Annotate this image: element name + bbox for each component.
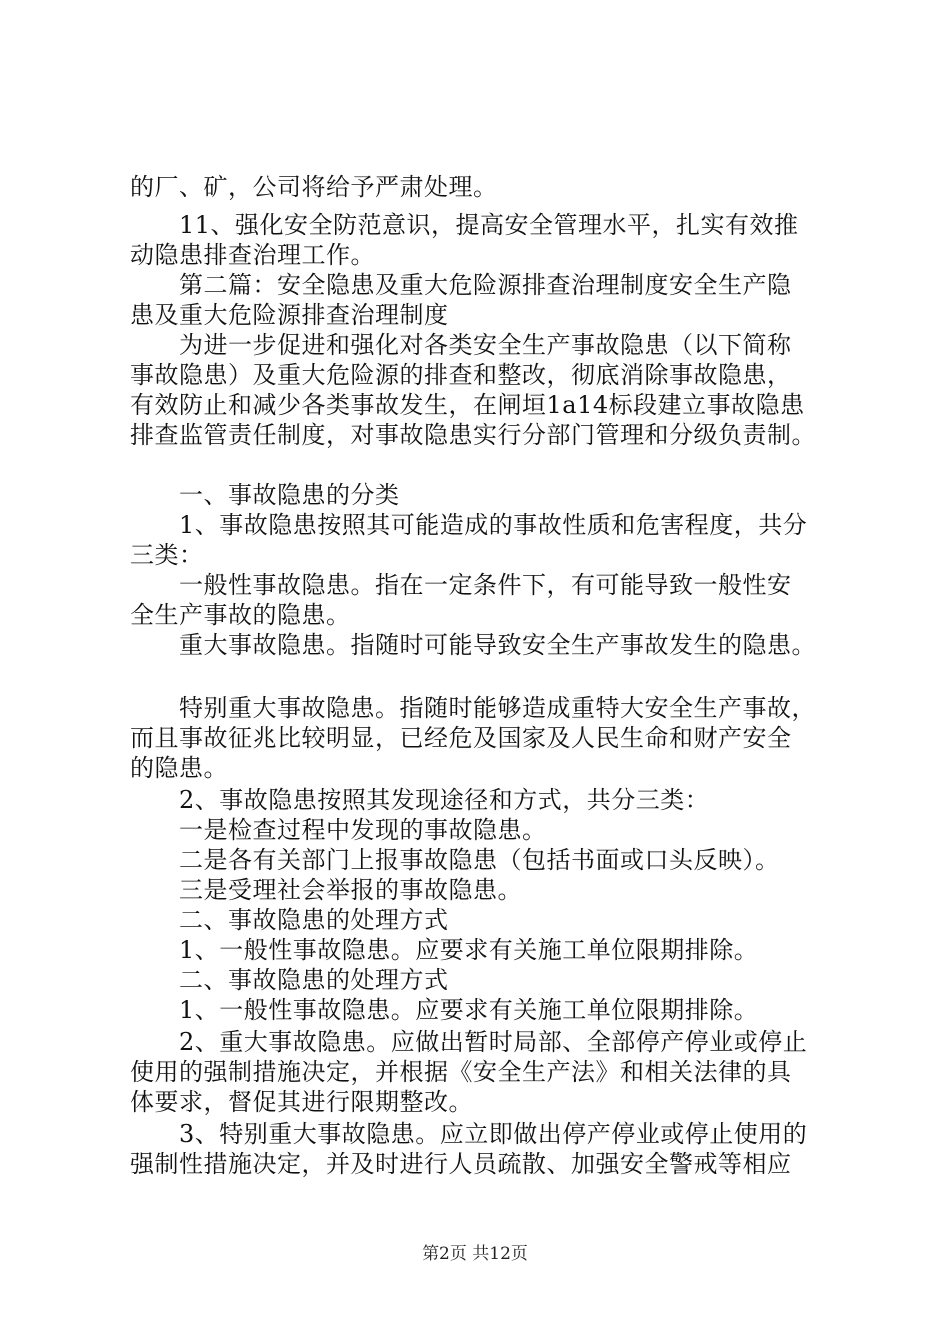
text-line: 体要求，督促其进行限期整改。 — [130, 1088, 473, 1116]
text-line: 三类： — [130, 541, 204, 569]
page-number-footer: 第2页 共12页 — [422, 1244, 528, 1264]
text-line: 事故隐患）及重大危险源的排查和整改，彻底消除事故隐患， — [130, 361, 792, 389]
text-line: 二是各有关部门上报事故隐患（包括书面或口头反映）。 — [130, 846, 780, 874]
text-line: 一是检查过程中发现的事故隐患。 — [130, 816, 547, 844]
text-line: 有效防止和减少各类事故发生，在闸垣1a14标段建立事故隐患 — [130, 391, 805, 419]
text-line: 11、强化安全防范意识，提高安全管理水平，扎实有效推 — [130, 211, 799, 239]
section-heading: 一、事故隐患的分类 — [130, 481, 400, 509]
text-line: 1、一般性事故隐患。应要求有关施工单位限期排除。 — [130, 996, 759, 1024]
text-line: 排查监管责任制度，对事故隐患实行分部门管理和分级负责制。 — [130, 421, 816, 449]
text-line: 使用的强制措施决定，并根据《安全生产法》和相关法律的具 — [130, 1058, 792, 1086]
text-line: 第二篇：安全隐患及重大危险源排查治理制度安全生产隐 — [130, 271, 792, 299]
text-line: 全生产事故的隐患。 — [130, 601, 351, 629]
text-line: 的隐患。 — [130, 754, 228, 782]
text-line: 1、事故隐患按照其可能造成的事故性质和危害程度，共分 — [130, 511, 808, 539]
text-line: 3、特别重大事故隐患。应立即做出停产停业或停止使用的 — [130, 1120, 808, 1148]
text-line: 为进一步促进和强化对各类安全生产事故隐患（以下简称 — [130, 331, 792, 359]
text-line: 而且事故征兆比较明显，已经危及国家及人民生命和财产安全 — [130, 724, 792, 752]
text-line: 患及重大危险源排查治理制度 — [130, 301, 449, 329]
text-line: 重大事故隐患。指随时可能导致安全生产事故发生的隐患。 — [130, 631, 816, 659]
section-heading: 二、事故隐患的处理方式 — [130, 906, 449, 934]
text-line: 一般性事故隐患。指在一定条件下，有可能导致一般性安 — [130, 571, 792, 599]
text-line: 2、事故隐患按照其发现途径和方式，共分三类： — [130, 786, 710, 814]
section-heading: 二、事故隐患的处理方式 — [130, 966, 449, 994]
text-line: 1、一般性事故隐患。应要求有关施工单位限期排除。 — [130, 936, 759, 964]
text-line: 2、重大事故隐患。应做出暂时局部、全部停产停业或停止 — [130, 1028, 808, 1056]
text-line: 特别重大事故隐患。指随时能够造成重特大安全生产事故， — [130, 694, 816, 722]
text-line: 的厂、矿，公司将给予严肃处理。 — [130, 173, 498, 201]
text-line: 强制性措施决定，并及时进行人员疏散、加强安全警戒等相应 — [130, 1150, 792, 1178]
text-line: 动隐患排查治理工作。 — [130, 241, 375, 269]
text-line: 三是受理社会举报的事故隐患。 — [130, 876, 522, 904]
